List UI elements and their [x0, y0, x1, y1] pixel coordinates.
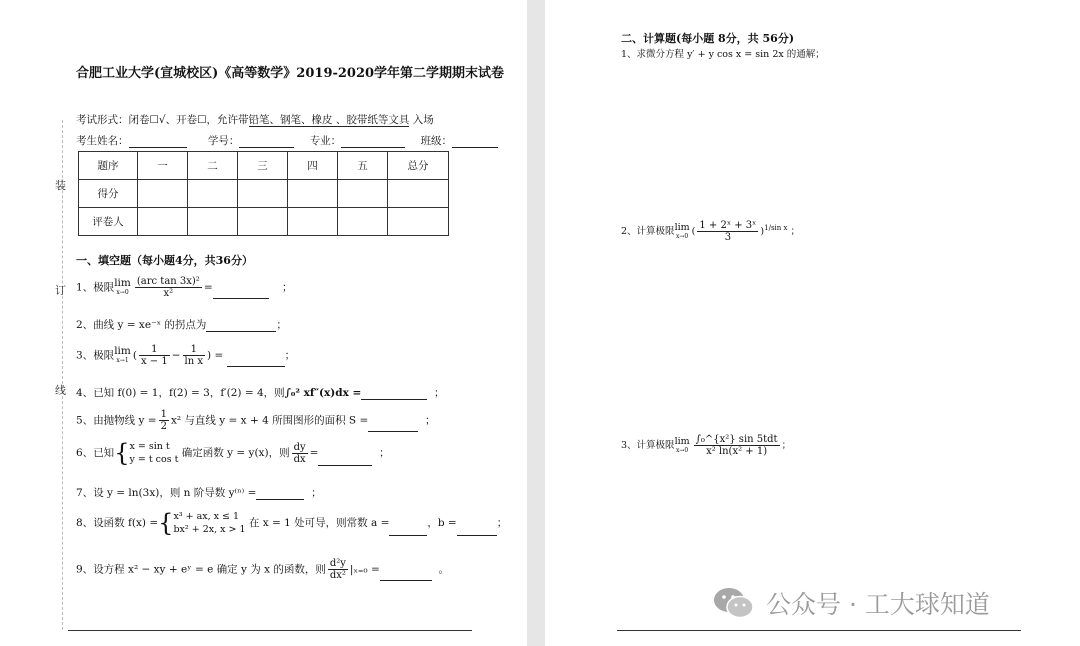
wechat-icon [712, 586, 756, 620]
question-4 [76, 385, 445, 400]
evaluation-bar: |ₓ₌₀ = [349, 563, 380, 576]
answer-blank[interactable] [206, 319, 276, 332]
question-text: 设方程 x² − xy + eʸ = e 确定 y 为 x 的函数，则 [93, 563, 326, 576]
question-text: 确定函数 y = y(x)，则 [181, 447, 290, 459]
score-cell[interactable] [288, 180, 338, 208]
footer-rule [617, 630, 1021, 631]
fraction: $\frac{\text{d²y}}{\text{dx²}}$ [329, 558, 346, 581]
question-7 [76, 485, 322, 500]
question-8 [76, 510, 507, 536]
calc-question-1 [621, 46, 825, 60]
question-text: 设函数 f(x) = [93, 517, 159, 529]
footer-rule [68, 630, 472, 631]
question-end: ； [284, 349, 296, 362]
score-cell[interactable] [188, 180, 238, 208]
question-1 [76, 276, 292, 299]
fraction: $\frac{1}{\text{ln x}}$ [184, 344, 204, 367]
question-end: ； [790, 226, 801, 237]
question-end: ； [281, 281, 293, 294]
answer-blank[interactable] [227, 354, 285, 367]
fraction: $\frac{1}{2}$ [160, 409, 167, 432]
grader-cell[interactable] [288, 208, 338, 236]
binding-mark-ding: 订 [55, 284, 66, 297]
minus-sign: − [171, 349, 181, 362]
question-number: 9、 [76, 563, 94, 576]
question-6 [76, 440, 390, 466]
question-text: 在 x = 1 处可导，则常数 a = [248, 517, 390, 529]
integral-expression: ∫₀² xf″(x)dx = [284, 387, 362, 399]
question-end: ； [311, 487, 322, 499]
question-text: 计算极限 [636, 226, 675, 237]
limit-operator: lim x→0 [114, 276, 131, 296]
question-9 [76, 558, 449, 581]
parametric-cases: x = sin t y = t cos t [129, 441, 179, 465]
answer-blank[interactable] [213, 286, 269, 299]
exam-form-line [76, 112, 434, 127]
student-info-line [76, 133, 498, 148]
name-label: 考生姓名： [76, 135, 129, 147]
grader-cell[interactable] [338, 208, 388, 236]
header-cell: 五 [338, 152, 388, 180]
section1-title: 一、填空题（每小题4分，共36分） [76, 254, 253, 267]
question-text: 由抛物线 y = [93, 414, 157, 427]
calc-question-2: 2、计算极限 lim x→0 ( $\frac{\text{1 + 2ˣ + 3ˣ}}{3}$ )$^{1/sin x}$ ； [621, 220, 801, 243]
question-number: 2、 [76, 319, 94, 331]
fraction: $\frac{\text{(arc tan 3x)²}}{\text{x²}}$ [136, 276, 200, 299]
header-cell: 二 [188, 152, 238, 180]
row-label: 评卷人 [79, 208, 138, 236]
question-text: 已知 [93, 447, 115, 459]
question-number: 5、 [76, 414, 94, 427]
question-number: 2、 [621, 226, 637, 237]
header-cell: 四 [288, 152, 338, 180]
score-row [79, 180, 449, 208]
question-number: 7、 [76, 487, 94, 499]
equals-sign: = [203, 281, 213, 294]
major-label: 专业： [309, 135, 342, 147]
right-exam-page [545, 0, 1080, 646]
left-brace: { [114, 439, 130, 467]
question-end: 。 [438, 563, 449, 576]
question-text: 曲线 y = xe⁻ˣ 的拐点为 [93, 319, 207, 331]
question-number: 4、 [76, 387, 94, 399]
watermark-text: 公众号 · 工大球知道 [766, 590, 990, 619]
question-end: ； [781, 440, 792, 451]
question-number: 1、 [621, 49, 637, 60]
fraction: $\frac{1}{x - 1}$ [140, 344, 168, 367]
question-text: 求微分方程 y′ + y cos x = sin 2x 的通解； [636, 49, 825, 60]
question-number: 6、 [76, 447, 94, 459]
question-3: 3、极限 lim x→1 ( $\frac{1}{x - 1}$ − $\frac{1}{\text{ln x}}$ ) = ； [76, 344, 296, 367]
question-text: 设 y = ln(3x)，则 n 阶导数 y⁽ⁿ⁾ = [93, 487, 257, 499]
header-cell: 三 [238, 152, 288, 180]
exponent: 1/sin x [764, 223, 788, 232]
answer-blank[interactable] [318, 453, 372, 466]
fraction: $\frac{\text{1 + 2ˣ + 3ˣ}}{3}$ [699, 220, 757, 243]
grader-cell[interactable] [238, 208, 288, 236]
name-blank[interactable] [129, 135, 187, 148]
answer-blank-a[interactable] [389, 523, 427, 536]
answer-blank[interactable] [361, 387, 427, 400]
question-number: 8、 [76, 517, 94, 529]
question-text: x² 与直线 y = x + 4 所围图形的面积 S = [170, 414, 369, 427]
question-5 [76, 409, 435, 432]
piecewise-cases: x³ + ax, x ≤ 1 bx² + 2x, x > 1 [173, 511, 246, 535]
question-text: 已知 f(0) = 1，f(2) = 3，f′(2) = 4，则 [93, 387, 285, 399]
limit-operator: lim x→1 [114, 344, 131, 364]
header-cell: 一 [138, 152, 188, 180]
grader-row [79, 208, 449, 236]
major-blank[interactable] [341, 135, 405, 148]
grader-cell[interactable] [188, 208, 238, 236]
class-label: 班级： [420, 135, 453, 147]
question-number: 3、 [621, 440, 637, 451]
left-exam-page [0, 0, 527, 646]
question-end: ； [434, 387, 445, 399]
question-end: ； [379, 447, 390, 459]
limit-operator: lim x→0 [674, 221, 690, 240]
answer-blank[interactable] [368, 419, 418, 432]
score-table [78, 151, 449, 236]
row-label: 得分 [79, 180, 138, 208]
allowed-items: 铅笔、钢笔、橡皮 、胶带纸等文具 [248, 114, 410, 126]
grader-cell[interactable] [138, 208, 188, 236]
section2-title: 二、计算题(每小题 8分，共 56分) [621, 32, 795, 45]
header-cell: 总分 [388, 152, 449, 180]
fraction: $\frac{dy}{dx}$ [293, 441, 306, 465]
question-text: 计算极限 [636, 440, 675, 451]
id-blank[interactable] [239, 135, 294, 148]
question-end: ； [276, 319, 287, 331]
score-cell[interactable] [238, 180, 288, 208]
question-2 [76, 317, 287, 332]
answer-blank[interactable] [380, 568, 432, 581]
calc-question-3 [621, 434, 791, 457]
exam-title: 合肥工业大学(宣城校区)《高等数学》2019-2020学年第二学期期末试卷 [76, 66, 505, 81]
question-number: 3、 [76, 349, 94, 362]
fraction: $\frac{\text{∫₀\textasciicircum{}\{x²\} sin 5tdt}}{\text{x² ln(x² + 1)}}$ [695, 434, 778, 457]
answer-blank-b[interactable] [457, 523, 497, 536]
header-cell: 题序 [79, 152, 138, 180]
id-label: 学号： [207, 135, 240, 147]
equals-sign: = [309, 447, 319, 459]
question-end: ； [496, 517, 508, 529]
question-number: 1、 [76, 281, 94, 294]
exam-form-text: 考试形式：闭卷☐√、开卷☐，允许带 [76, 114, 249, 126]
question-text: ，b = [427, 517, 457, 529]
watermark [712, 585, 990, 621]
question-text: 极限 [93, 281, 115, 294]
binding-line [62, 120, 63, 630]
score-cell[interactable] [138, 180, 188, 208]
answer-blank[interactable] [256, 487, 304, 500]
binding-mark-zhuang: 装 [55, 179, 66, 192]
binding-mark-xian: 线 [55, 384, 66, 397]
grader-cell[interactable] [388, 208, 449, 236]
question-text: 极限 [93, 349, 115, 362]
equals-sign: = [214, 349, 224, 362]
enter-text: 入场 [412, 114, 434, 126]
score-cell[interactable] [338, 180, 388, 208]
score-table-header-row [79, 152, 449, 180]
question-end: ； [424, 414, 436, 427]
class-blank[interactable] [452, 135, 498, 148]
left-brace: { [158, 509, 174, 537]
limit-operator: lim x→0 [674, 435, 690, 454]
score-cell[interactable] [388, 180, 449, 208]
